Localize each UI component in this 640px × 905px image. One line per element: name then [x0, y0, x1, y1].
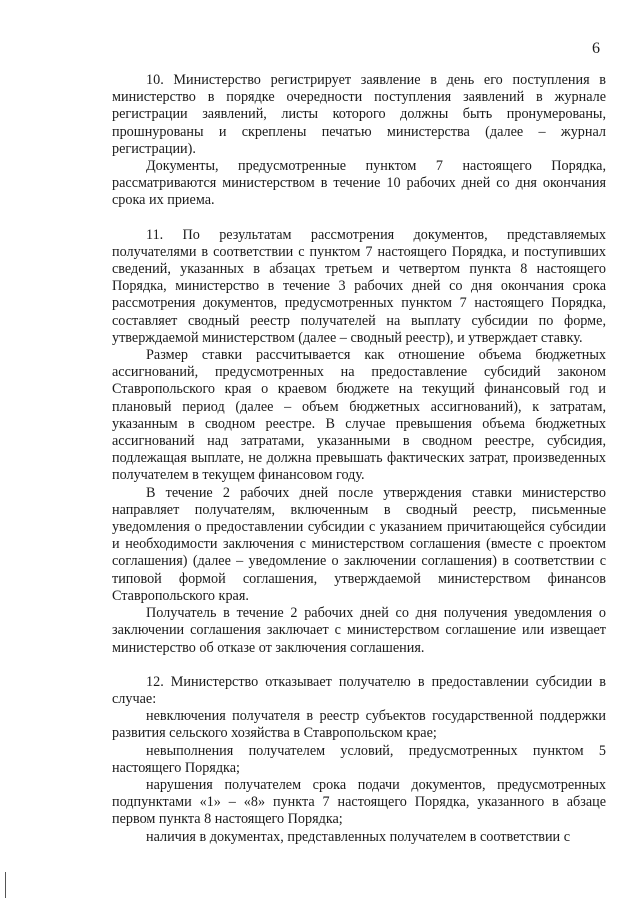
paragraph: невыполнения получателем условий, предусмотренных пунктом 5 настоящего Порядка; [112, 742, 606, 776]
paragraph: 10. Министерство регистрирует заявление в день его поступления в министерство в порядке очередности поступления заявлений в журнале регистрации заявлений, листы которого должны быть пронумерованы, прошнурованы и скреплены печатью министерства (далее – журнал регистрации). [112, 72, 606, 157]
paragraph: нарушения получателем срока подачи документов, предусмотренных подпунктами «1» – «8» пункта 7 настоящего Порядка, указанного в абзаце первом пункта 8 настоящего Порядка; [112, 776, 606, 828]
paragraph: 12. Министерство отказывает получателю в предоставлении субсидии в случае: [112, 673, 606, 707]
paragraph: Размер ставки рассчитывается как отношение объема бюджетных ассигнований, предусмотренных на предоставление субсидий законом Ставропольского края о краевом бюджете на текущий финансовый год и плановый период (далее – объем бюджетных ассигнований), к затратам, указанным в сводном реестре. В случае превышения объема бюджетных ассигнований над затратами, указанными в сводном реестре, субсидия, подлежащая выплате, не должна превышать фактических затрат, произведенных получателем в текущем финансовом году. [112, 347, 606, 484]
page-number: 6 [592, 40, 600, 57]
paragraph: невключения получателя в реестр субъектов государственной поддержки развития сельского хозяйства в Ставропольском крае; [112, 708, 606, 742]
paragraph: 11. По результатам рассмотрения документов, представляемых получателями в соответствии с пунктом 7 настоящего Порядка, и поступивших сведений, указанных в абзацах третьем и четвертом пункта 8 настоящего Порядка, министерство в течение 3 рабочих дней со дня окончания срока рассмотрения документов, предусмотренных пунктом 7 настоящего Порядка, составляет сводный реестр получателей на выплату субсидии по форме, утверждаемой министерством (далее – сводный реестр), и утверждает ставку. [112, 226, 606, 346]
document-body [112, 72, 606, 846]
paragraph: Получатель в течение 2 рабочих дней со дня получения уведомления о заключении соглашения заключает с министерством соглашение или извещает министерство об отказе от заключения соглашения. [112, 605, 606, 656]
scan-edge-mark [5, 872, 6, 898]
paragraph: наличия в документах, представленных получателем в соответствии с [146, 828, 570, 845]
paragraph: Документы, предусмотренные пунктом 7 настоящего Порядка, рассматриваются министерством в течение 10 рабочих дней со дня окончания срока их приема. [112, 158, 606, 209]
paragraph: В течение 2 рабочих дней после утверждения ставки министерство направляет получателям, включенным в сводный реестр, письменные уведомления о предоставлении субсидии с указанием причитающейся субсидии и необходимости заключения с министерством соглашения (вместе с проектом соглашения) (далее – уведомление о заключении соглашения) в соответствии с типовой формой соглашения, утверждаемой министерством финансов Ставропольского края. [112, 484, 606, 604]
